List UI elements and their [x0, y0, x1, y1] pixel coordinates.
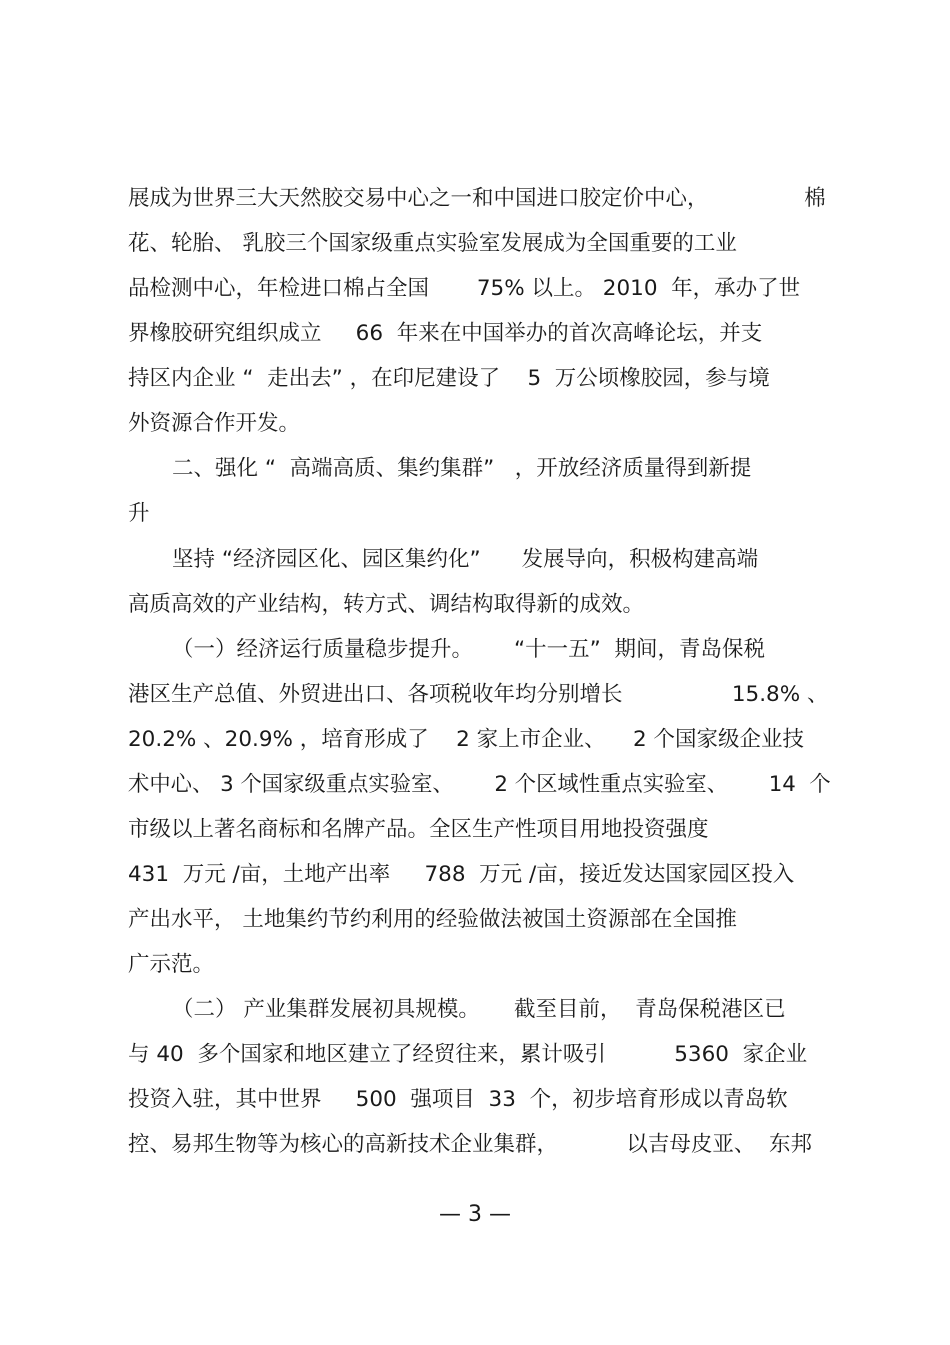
- text-line-14: 术中心、 3 个国家级重点实验室、 2 个区域性重点实验室、 14 个: [128, 772, 831, 797]
- text-line-16: 431 万元 /亩，土地产出率 788 万元 /亩，接近发达国家园区投入: [128, 862, 795, 887]
- subsection-2-start: （二） 产业集群发展初具规模。 截至目前， 青岛保税港区已: [172, 997, 786, 1022]
- text-line-9: 坚持 “经济园区化、园区集约化” 发展导向，积极构建高端: [172, 547, 759, 572]
- subsection-1-start: （一）经济运行质量稳步提升。 “十一五” 期间，青岛保税: [172, 637, 765, 662]
- section-heading-cont: 升: [128, 501, 150, 526]
- text-line-10: 高质高效的产业结构，转方式、调结构取得新的成效。: [128, 592, 645, 617]
- page-number: — 3 —: [439, 1202, 511, 1227]
- text-line-1: 展成为世界三大天然胶交易中心之一和中国进口胶定价中心， 棉: [128, 186, 826, 211]
- text-line-18: 广示范。: [128, 952, 215, 977]
- text-line-4: 界橡胶研究组织成立 66 年来在中国举办的首次高峰论坛，并支: [128, 321, 763, 346]
- text-line-12: 港区生产总值、外贸进出口、各项税收年均分别增长 15.8% 、: [128, 682, 829, 707]
- text-line-17: 产出水平， 土地集约节约利用的经验做法被国土资源部在全国推: [128, 907, 737, 932]
- text-line-5: 持区内企业 “ 走出去” ，在印尼建设了 5 万公顷橡胶园，参与境: [128, 366, 770, 391]
- section-heading: 二、强化 “ 高端高质、集约集群” ，开放经济质量得到新提: [172, 456, 752, 481]
- text-line-22: 控、易邦生物等为核心的高新技术企业集群， 以吉母皮亚、 东邦: [128, 1132, 813, 1157]
- text-line-15: 市级以上著名商标和名牌产品。全区生产性项目用地投资强度: [128, 817, 709, 842]
- text-line-13: 20.2% 、20.9% ，培育形成了 2 家上市企业、 2 个国家级企业技: [128, 727, 804, 752]
- text-line-6: 外资源合作开发。: [128, 411, 301, 436]
- text-line-21: 投资入驻，其中世界 500 强项目 33 个，初步培育形成以青岛软: [128, 1087, 788, 1112]
- text-line-2: 花、轮胎、 乳胶三个国家级重点实验室发展成为全国重要的工业: [128, 231, 737, 256]
- text-line-20: 与 40 多个国家和地区建立了经贸往来，累计吸引 5360 家企业: [128, 1042, 808, 1067]
- text-line-3: 品检测中心，年检进口棉占全国 75% 以上。 2010 年，承办了世: [128, 276, 801, 301]
